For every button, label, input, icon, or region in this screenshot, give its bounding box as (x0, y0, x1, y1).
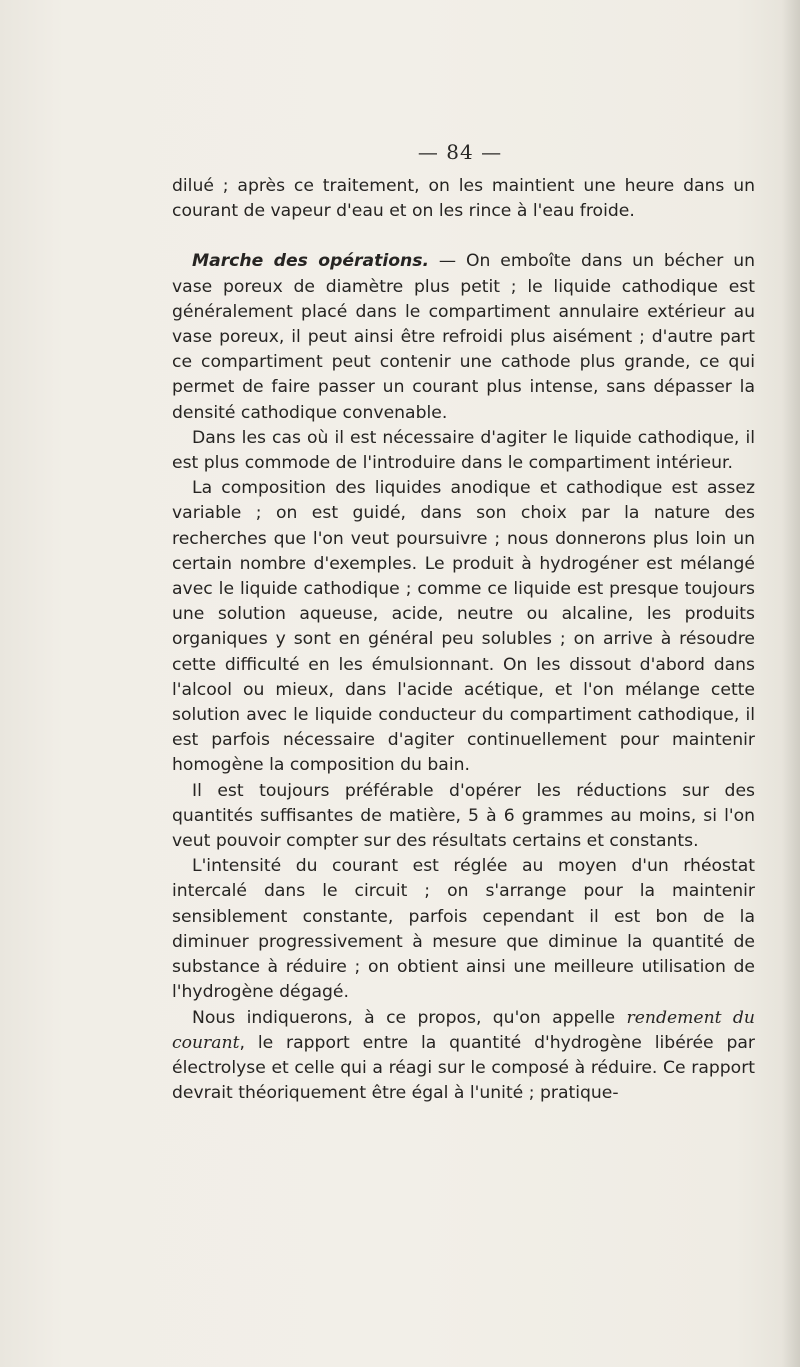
paragraph-rendement (172, 1006, 755, 1107)
paragraph-text-before: Nous indiquerons, à ce propos, qu'on appelle (192, 1007, 627, 1028)
paragraph-agitation: Dans les cas où il est nécessaire d'agiter le liquide cathodique, il est plus commode de l'introduire dans le compartiment intérieur. (172, 427, 755, 474)
run-in-heading: Marche des opérations. (192, 251, 430, 272)
paragraph-text: — On emboîte dans un bécher un vase poreux de diamètre plus petit ; le liquide cathodique est généralement placé dans le compartiment annulaire extérieur au vase poreux, il peut ainsi être refroidi plus aisément ; d'autre part ce compartiment peut contenir une cathode plus grande, ce qui permet de faire passer un courant plus intense, sans dépasser la densité cathodique convenable. (172, 251, 755, 423)
emphasis-rendement-du-courant: rendement du courant (172, 1007, 755, 1053)
paragraph-quantites: Il est toujours préférable d'opérer les réductions sur des quantités suffisantes de matière, 5 à 6 grammes au moins, si l'on veut pouvoir compter sur des résultats certains et constants. (172, 780, 755, 852)
body-text (172, 174, 755, 1106)
paragraph-continuation: dilué ; après ce traitement, on les maintient une heure dans un courant de vapeur d'eau et on les rince à l'eau froide. (172, 176, 755, 222)
page-edge-shadow (782, 0, 800, 1367)
page-number: — 84 — (417, 140, 503, 164)
paragraph-composition: La composition des liquides anodique et cathodique est assez variable ; on est guidé, dans son choix par la nature des recherches que l'on veut poursuivre ; nous donnerons plus loin un certain nombre d'exemples. Le produit à hydrogéner est mélangé avec le liquide cathodique ; comme ce liquide est presque toujours une solution aqueuse, acide, neutre ou alcaline, les produits organiques y sont en général peu solubles ; on arrive à résoudre cette difficulté en les émulsionnant. On les dissout d'abord dans l'alcool ou mieux, dans l'acide acétique, et l'on mélange cette solution avec le liquide conducteur du compartiment cathodique, il est parfois nécessaire d'agiter continuellement pour maintenir homogène la composition du bain. (172, 478, 755, 776)
paragraph-marche-des-operations (172, 249, 755, 425)
paragraph-intensite: L'intensité du courant est réglée au moyen d'un rhéostat intercalé dans le circuit ; on s'arrange pour la maintenir sensiblement constante, parfois cependant il est bon de la diminuer progressivement à mesure que diminue la quantité de substance à réduire ; on obtient ainsi une meilleure utilisation de l'hydrogène dégagé. (172, 856, 755, 1003)
paragraph-text-after: , le rapport entre la quantité d'hydrogène libérée par électrolyse et celle qui a réagi sur le composé à réduire. Ce rapport devrait théoriquement être égal à l'unité ; pratique- (172, 1032, 755, 1104)
